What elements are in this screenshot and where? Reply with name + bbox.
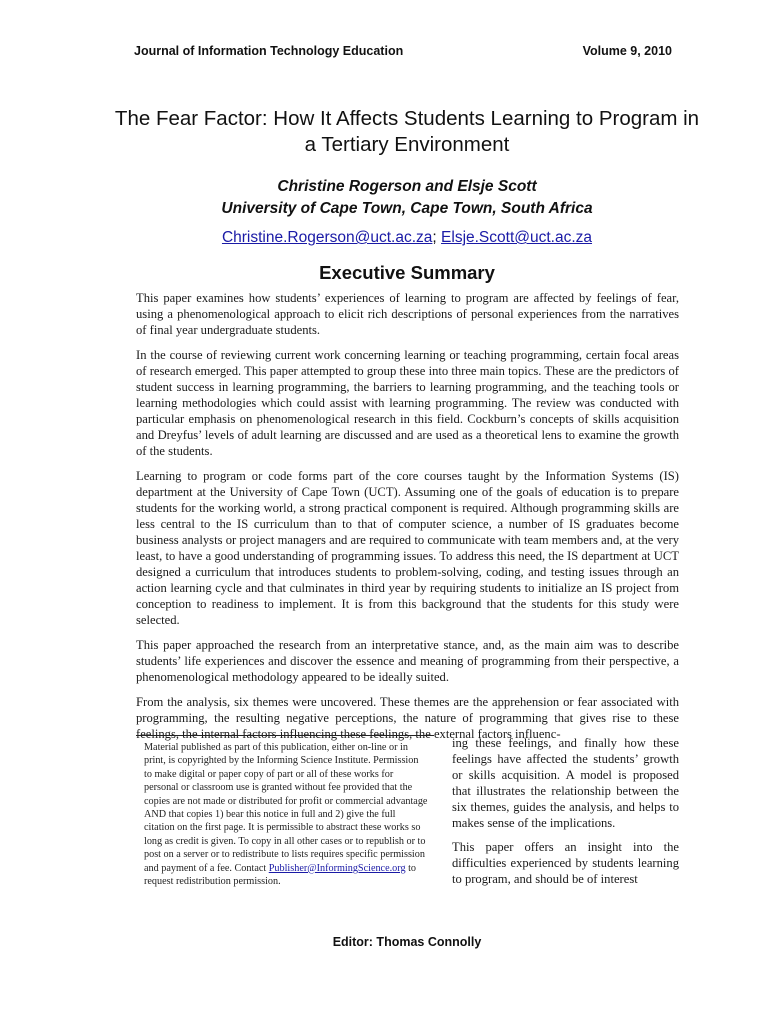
editor-credit: Editor: Thomas Connolly — [332, 935, 482, 949]
paragraph: Learning to program or code forms part of the core courses taught by the Information Systems (IS) department at the University of Cape Town (UCT). Assuming one of the goals of education is to prepare students for the working world, a strong practical component is required. Although programming skills are less central to the IS curriculum than to that of computer science, a number of IS graduates become business analysts or project managers and are required to communicate with team members and, at the very least, to have a good understanding of programming issues. To address this need, the IS department at UCT designed a curriculum that introduces students to problem-solving, coding, and testing issues through an action learning cycle and that culminates in third year by requiring students to initialize an IS project from conception to readiness to implement. It is from this background that the students for this study were selected. — [136, 469, 679, 627]
email-line — [110, 228, 704, 248]
paper-title: The Fear Factor: How It Affects Students Learning to Program in a Tertiary Environment — [114, 107, 700, 156]
copyright-text: Material published as part of this publication, either on-line or in print, is copyrighted by the Informing Science Institute. Permission to make digital or paper copy of part or all of these works for personal or classroom use is granted without fee provided that the copies are not made or distributed for profit or commercial advantage AND that copies 1) bear this notice in full and 2) give the full citation on the first page. It is permissible to abstract these works so long as credit is given. To copy in all other cases or to republish or to post on a server or to redistribute to lists requires specific permission and payment of a fee. Contact — [144, 742, 428, 874]
paragraph: ing these feelings, and finally how these feelings have affected the students’ growth or skills acquisition. A model is proposed that illustrates the relationship between the six themes, guides the analysis, and helps to makes sense of the implications. — [452, 736, 679, 830]
publisher-email-link[interactable]: Publisher@InformingScience.org — [268, 862, 406, 874]
right-column — [452, 735, 679, 895]
abstract-body — [136, 290, 679, 742]
paragraph: From the analysis, six themes were uncovered. These themes are the apprehension or fear associated with programming, the resulting negative perceptions, the nature of programming that gives rise to these feelings, the internal factors influencing these feelings, the external factors influenc- — [136, 695, 679, 741]
copyright-text-end: to request redistribution permission. — [144, 862, 417, 888]
paragraph: This paper offers an insight into the difficulties experienced by students learning to program, and should be of interest — [452, 840, 679, 886]
author-names: Christine Rogerson and Elsje Scott — [277, 178, 537, 195]
section-heading: Executive Summary — [319, 262, 495, 283]
journal-name: Journal of Information Technology Education — [134, 44, 404, 58]
author-block — [110, 176, 704, 220]
split-section — [136, 735, 679, 905]
paragraph: This paper approached the research from an interpretative stance, and, as the main aim was to describe students’ life experiences and discover the essence and meaning of programming from their perspective, a phenomenological methodology appeared to be ideally suited. — [136, 638, 679, 684]
paragraph: This paper examines how students’ experiences of learning to program are affected by feelings of fear, using a phenomenological approach to elicit rich descriptions of personal experiences from the narratives of final year undergraduate students. — [136, 291, 679, 337]
paragraph: In the course of reviewing current work concerning learning or teaching programming, certain focal areas of research emerged. This paper attempted to group these into three main topics. These are the predictors of student success in learning programming, the barriers to learning programming, and the teaching tools or learning methodologies which could assist with learning programming. The review was conducted with particular emphasis on phenomenological research in this field. Cockburn’s concepts of skills acquisition and Dreyfus’ levels of adult learning are discussed and are used as a theoretical lens to examine the growth of the students. — [136, 348, 679, 458]
copyright-notice — [136, 735, 434, 888]
author-affiliation: University of Cape Town, Cape Town, South Africa — [221, 200, 593, 217]
email-separator: ; — [432, 229, 437, 246]
email-link-rogerson[interactable]: Christine.Rogerson@uct.ac.za — [221, 229, 433, 246]
running-head — [134, 44, 672, 58]
volume-label: Volume 9, 2010 — [582, 44, 672, 58]
email-link-scott[interactable]: Elsje.Scott@uct.ac.za — [441, 229, 593, 246]
